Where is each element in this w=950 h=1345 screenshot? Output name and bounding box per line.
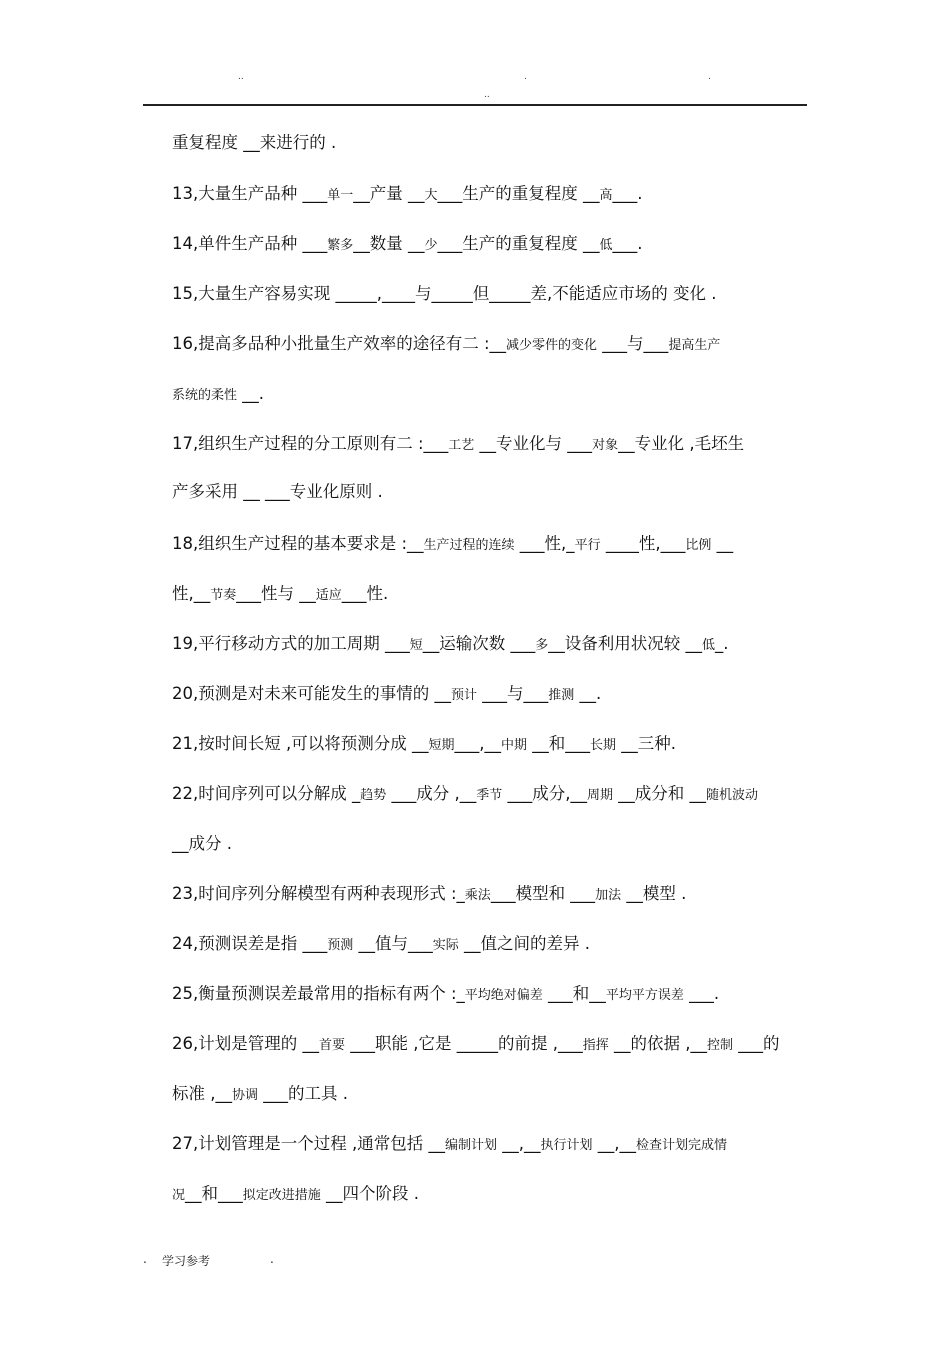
question-text: __值之间的差异 . (458, 934, 591, 953)
header-mark-3: . (708, 72, 711, 82)
text-line-18 (172, 983, 822, 1007)
text-line-5 (172, 333, 822, 357)
answer-text: 平行 (574, 538, 601, 553)
question-text: __和___ (527, 734, 591, 753)
answer-text: 多 (535, 638, 549, 653)
text-line-14 (172, 783, 822, 807)
answer-text: 短 (409, 638, 423, 653)
question-text: __三种. (616, 734, 677, 753)
text-line-6 (172, 383, 822, 407)
answer-text: 平均绝对偏差 (464, 988, 543, 1003)
answer-text: 减少零件的变化 (506, 338, 598, 353)
question-text: 25,衡量预测误差最常用的指标有两个 :_ (172, 984, 465, 1003)
question-text: 21,按时间长短 ,可以将预测分成 __ (172, 734, 429, 753)
text-line-22 (172, 1183, 822, 1207)
question-text: 26,计划是管理的 __ (172, 1034, 319, 1053)
question-text: __产量 __ (353, 184, 425, 203)
question-text: ___职能 ,它是 _____的前提 ,___ (345, 1034, 583, 1053)
header-rule (143, 104, 807, 106)
answer-text: 大 (424, 188, 438, 203)
answer-text: 随机波动 (706, 788, 759, 803)
question-text: 重复程度 __来进行的 . (172, 133, 337, 152)
question-text: __专业化 ,毛坯生 (618, 434, 745, 453)
question-text: __,__ (497, 1134, 541, 1153)
question-text: __和___ (185, 1184, 243, 1203)
question-text: __的依据 ,__ (608, 1034, 708, 1053)
question-text: ___. (683, 984, 720, 1003)
question-text: _. (715, 634, 729, 653)
question-text: 24,预测误差是指 ___ (172, 934, 328, 953)
question-text: __成分 . (172, 834, 232, 853)
text-line-3 (172, 233, 822, 257)
answer-text: 平均平方误差 (605, 988, 684, 1003)
answer-text: 繁多 (327, 238, 354, 253)
answer-text: 系统的柔性 (172, 388, 238, 403)
text-line-15 (172, 833, 822, 855)
answer-text: 执行计划 (540, 1138, 593, 1153)
question-text: __设备利用状况较 __ (548, 634, 703, 653)
footer-text: 学习参考 (162, 1254, 211, 1268)
answer-text: 趋势 (360, 788, 387, 803)
question-text: 性,__ (172, 584, 211, 603)
question-text: 15,大量生产容易实现 _____,____与_____但_____差,不能适应市场的 变化 . (172, 284, 717, 303)
text-line-8 (172, 481, 822, 503)
answer-text: 工艺 (448, 438, 475, 453)
question-text: __模型 . (621, 884, 687, 903)
answer-text: 乘法 (464, 888, 491, 903)
text-line-16 (172, 883, 822, 907)
question-text: ___. (612, 184, 643, 203)
text-line-13 (172, 733, 822, 757)
question-text: ___成分,__ (502, 784, 588, 803)
answer-text: 节奏 (210, 588, 237, 603)
question-text: __,__ (592, 1134, 637, 1153)
text-line-4 (172, 283, 822, 305)
answer-text: 编制计划 (444, 1138, 497, 1153)
question-text: ___生产的重复程度 __ (437, 184, 600, 203)
question-text: 22,时间序列可以分解成 _ (172, 784, 361, 803)
question-text: __成分和 __ (613, 784, 707, 803)
question-text: ___的工具 . (258, 1084, 349, 1103)
answer-text: 指挥 (582, 1038, 609, 1053)
footer-dot-right: . (270, 1252, 274, 1266)
question-text: ___. (612, 234, 643, 253)
question-text: __四个阶段 . (320, 1184, 420, 1203)
text-line-17 (172, 933, 822, 957)
answer-text: 短期 (428, 738, 455, 753)
question-text: 23,时间序列分解模型有两种表现形式 :_ (172, 884, 465, 903)
header-mark-4: .. (484, 90, 490, 100)
text-line-11 (172, 633, 822, 657)
answer-text: 少 (424, 238, 438, 253)
answer-text: 长期 (590, 738, 617, 753)
answer-text: 预测 (327, 938, 354, 953)
answer-text: 高 (599, 188, 613, 203)
answer-text: 协调 (232, 1088, 259, 1103)
answer-text: 适应 (315, 588, 342, 603)
answer-text: 首要 (319, 1038, 346, 1053)
question-text: 16,提高多品种小批量生产效率的途径有二 :__ (172, 334, 507, 353)
question-text: ___,__ (454, 734, 501, 753)
question-text: 27,计划管理是一个过程 ,通常包括 __ (172, 1134, 445, 1153)
question-text: __数量 __ (353, 234, 425, 253)
answer-text: 推测 (548, 688, 575, 703)
header-mark-1: .. (238, 72, 244, 82)
question-text: 17,组织生产过程的分工原则有二 :___ (172, 434, 449, 453)
question-text: ___性,_ (514, 534, 575, 553)
answer-text: 单一 (327, 188, 354, 203)
question-text: ___生产的重复程度 __ (437, 234, 600, 253)
answer-text: 拟定改进措施 (242, 1188, 321, 1203)
question-text: ___和__ (542, 984, 606, 1003)
answer-text: 低 (599, 238, 613, 253)
answer-text: 低 (702, 638, 716, 653)
question-text: ___与___ (597, 334, 669, 353)
question-text: 13,大量生产品种 ___ (172, 184, 328, 203)
header-mark-2: . (524, 72, 527, 82)
question-text: ___性与 __ (236, 584, 316, 603)
question-text: __专业化与 ___ (474, 434, 593, 453)
question-text: __ (711, 534, 734, 553)
text-line-1 (172, 132, 822, 154)
text-line-2 (172, 183, 822, 207)
answer-text: 对象 (592, 438, 619, 453)
text-line-20 (172, 1083, 822, 1107)
question-text: __. (237, 384, 265, 403)
question-text: ___与___ (477, 684, 549, 703)
question-text: 18,组织生产过程的基本要求是 :__ (172, 534, 424, 553)
question-text: 标准 ,__ (172, 1084, 232, 1103)
question-text: 14,单件生产品种 ___ (172, 234, 328, 253)
answer-text: 加法 (595, 888, 622, 903)
question-text: ___模型和 ___ (490, 884, 596, 903)
text-line-10 (172, 583, 822, 607)
text-line-12 (172, 683, 822, 707)
question-text: ___成分 ,__ (386, 784, 477, 803)
answer-text: 况 (172, 1188, 186, 1203)
answer-text: 实际 (432, 938, 459, 953)
question-text: ___性. (341, 584, 389, 603)
answer-text: 生产过程的连续 (423, 538, 515, 553)
text-line-19 (172, 1033, 822, 1057)
answer-text: 预计 (451, 688, 478, 703)
answer-text: 检查计划完成情 (636, 1138, 728, 1153)
question-text: __运输次数 ___ (422, 634, 536, 653)
footer-dot-left: . (143, 1252, 147, 1266)
answer-text: 周期 (587, 788, 614, 803)
question-text: 产多采用 __ ___专业化原则 . (172, 482, 383, 501)
question-text: __. (574, 684, 602, 703)
answer-text: 控制 (707, 1038, 734, 1053)
answer-text: 比例 (685, 538, 712, 553)
question-text: 19,平行移动方式的加工周期 ___ (172, 634, 410, 653)
answer-text: 提高生产 (668, 338, 721, 353)
question-text: __值与___ (353, 934, 433, 953)
answer-text: 季节 (476, 788, 503, 803)
text-line-7 (172, 433, 822, 457)
question-text: ____性,___ (600, 534, 686, 553)
text-line-9 (172, 533, 822, 557)
question-text: ___的 (733, 1034, 780, 1053)
text-line-21 (172, 1133, 822, 1157)
answer-text: 中期 (501, 738, 528, 753)
question-text: 20,预测是对未来可能发生的事情的 __ (172, 684, 451, 703)
